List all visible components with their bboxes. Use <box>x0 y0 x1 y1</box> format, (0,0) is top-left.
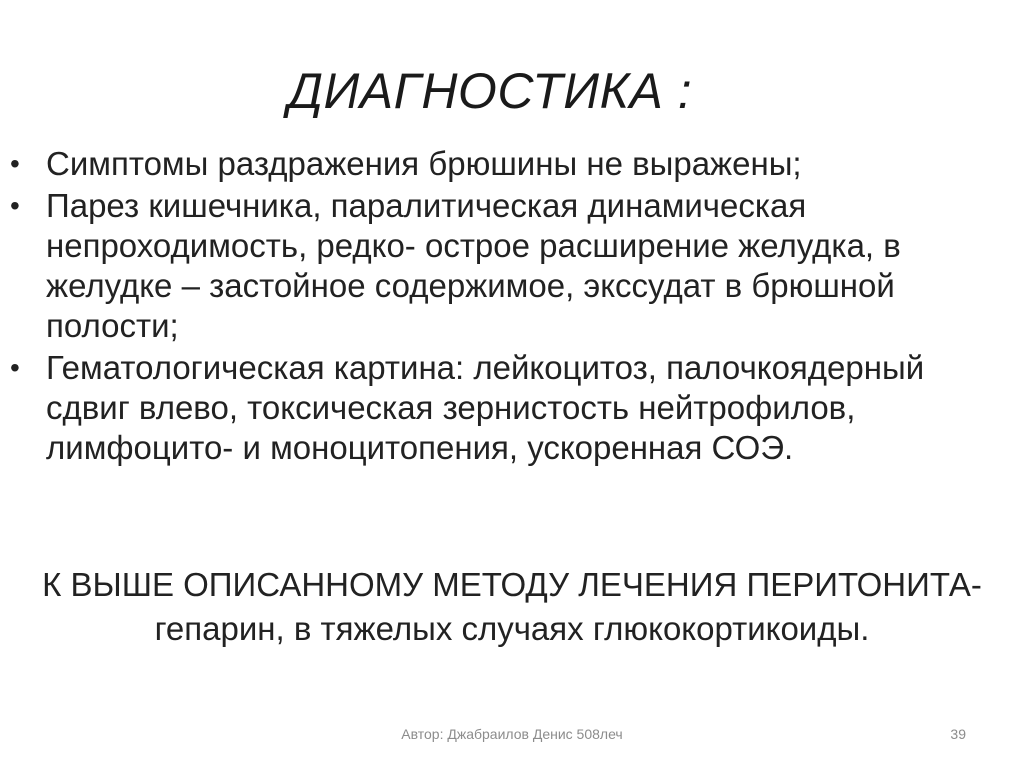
bullet-item <box>8 186 1008 346</box>
bullet-list <box>8 144 1008 468</box>
bullet-item <box>8 144 1008 184</box>
bullet-icon: • <box>10 148 20 179</box>
conclusion-text <box>0 563 1024 651</box>
bullet-text: Парез кишечника, паралитическая динамическая непроходимость, редко- острое расширение желудка, в желудке – застойное содержимое, экссудат в брюшной полости; <box>46 187 901 344</box>
slide-title: ДИАГНОСТИКА : <box>287 63 693 119</box>
bullet-item <box>8 348 1008 468</box>
footer-author: Автор: Джабраилов Денис 508леч <box>401 726 623 742</box>
bullet-icon: • <box>10 190 20 221</box>
bullet-icon: • <box>10 352 20 383</box>
conclusion-line-2: гепарин, в тяжелых случаях глюкокортикоиды. <box>154 610 870 647</box>
bullet-text: Гематологическая картина: лейкоцитоз, палочкоядерный сдвиг влево, токсическая зернистость нейтрофилов, лимфоцито- и моноцитопения, ускоренная СОЭ. <box>46 349 925 466</box>
bullet-text: Симптомы раздражения брюшины не выражены; <box>46 145 802 182</box>
page-number: 39 <box>950 726 966 742</box>
conclusion-line-1: К ВЫШЕ ОПИСАННОМУ МЕТОДУ ЛЕЧЕНИЯ ПЕРИТОНИТА- <box>42 566 982 603</box>
